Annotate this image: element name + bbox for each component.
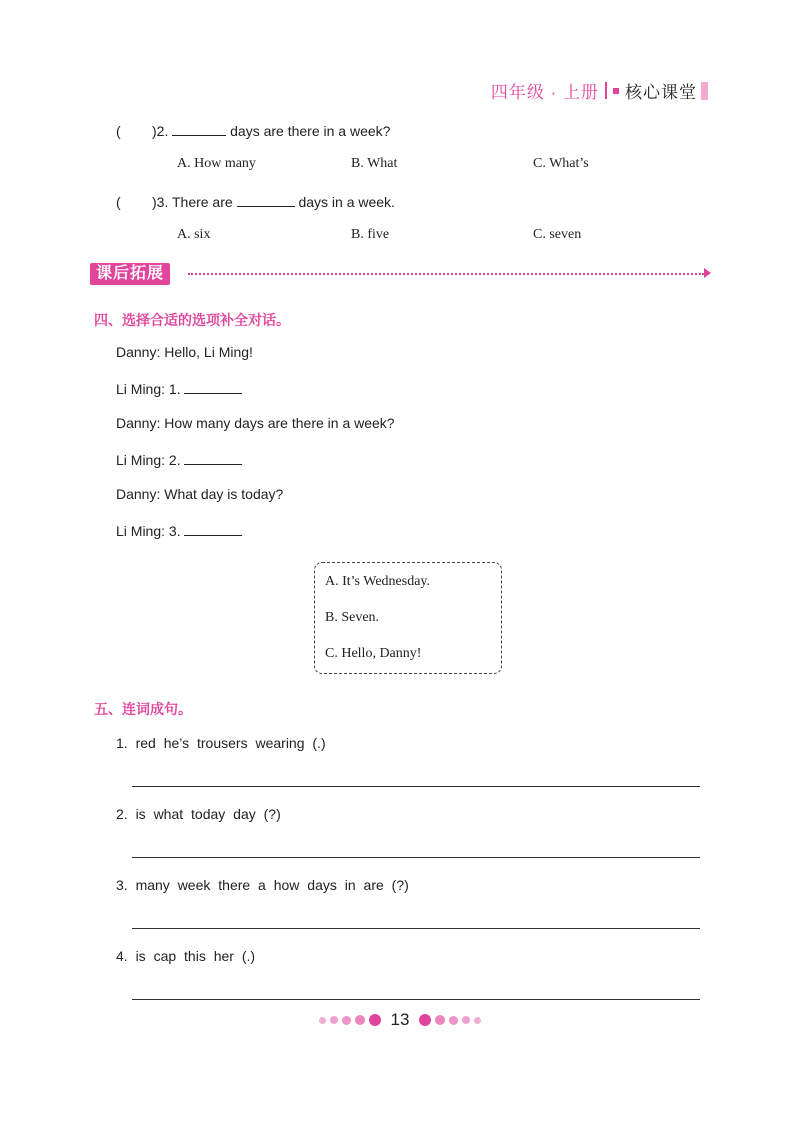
answer-blank[interactable] xyxy=(184,521,242,536)
question-3 xyxy=(116,192,395,210)
dialogue-speaker: Li Ming: 3. xyxy=(116,523,181,539)
page-footer xyxy=(0,1010,800,1030)
answer-line-3[interactable] xyxy=(132,928,700,929)
answer-paren: ( xyxy=(116,123,121,139)
option-c: C. Hello, Danny! xyxy=(325,646,422,661)
section-4-title: 四、选择合适的选项补全对话。 xyxy=(94,312,290,328)
arrow-right-icon xyxy=(704,268,711,278)
question-number: )3. There are xyxy=(152,194,233,210)
banner-dotted-line xyxy=(188,273,704,275)
dialogue-line xyxy=(116,521,242,539)
dialogue-line: Danny: How many days are there in a week? xyxy=(116,415,395,431)
answer-blank[interactable] xyxy=(184,379,242,394)
header-bar-decoration xyxy=(701,82,708,100)
answer-paren: ( xyxy=(116,194,121,210)
option-b: B. What xyxy=(351,156,398,171)
question-2 xyxy=(116,121,390,139)
option-c: C. What’s xyxy=(533,156,589,171)
answer-blank[interactable] xyxy=(172,121,226,136)
dialogue-line: Danny: Hello, Li Ming! xyxy=(116,344,253,360)
scrambled-sentence-1: 1. red he’s trousers wearing (.) xyxy=(116,735,326,751)
question-text: days are there in a week? xyxy=(230,123,391,139)
answer-line-4[interactable] xyxy=(132,999,700,1000)
section-banner: 课后拓展 xyxy=(90,263,170,285)
option-b: B. five xyxy=(351,227,390,242)
square-icon xyxy=(613,88,619,94)
dot-icon xyxy=(342,1016,351,1025)
dot-icon xyxy=(435,1015,445,1025)
dialogue-speaker: Li Ming: 1. xyxy=(116,381,181,397)
dot-icon xyxy=(449,1016,458,1025)
option-a: A. It’s Wednesday. xyxy=(325,574,431,589)
answer-blank[interactable] xyxy=(184,450,242,465)
page-header xyxy=(491,78,708,103)
scrambled-sentence-3: 3. many week there a how days in are (?) xyxy=(116,877,409,893)
dialogue-line xyxy=(116,379,242,397)
dot-icon xyxy=(462,1016,470,1024)
section-5-title: 五、连词成句。 xyxy=(94,701,192,717)
header-divider xyxy=(605,82,607,99)
dot-icon xyxy=(474,1017,481,1024)
option-a: A. six xyxy=(177,227,211,242)
option-a: A. How many xyxy=(177,156,256,171)
scrambled-sentence-2: 2. is what today day (?) xyxy=(116,806,281,822)
core-label: 核心课堂 xyxy=(625,83,697,102)
scrambled-sentence-4: 4. is cap this her (.) xyxy=(116,948,256,964)
answer-line-2[interactable] xyxy=(132,857,700,858)
answer-line-1[interactable] xyxy=(132,786,700,787)
option-c: C. seven xyxy=(533,227,582,242)
question-number: )2. xyxy=(152,123,169,139)
dialogue-line xyxy=(116,450,242,468)
page-number: 13 xyxy=(390,1010,410,1029)
answer-blank[interactable] xyxy=(237,192,295,207)
dot-icon xyxy=(369,1014,381,1026)
dot-icon xyxy=(330,1016,338,1024)
options-box xyxy=(314,562,502,674)
grade-label: 四年级 · 上册 xyxy=(490,83,599,102)
dot-icon xyxy=(319,1017,326,1024)
dot-icon xyxy=(355,1015,365,1025)
question-text: days in a week. xyxy=(298,194,395,210)
dot-icon xyxy=(419,1014,431,1026)
dialogue-line: Danny: What day is today? xyxy=(116,486,284,502)
option-b: B. Seven. xyxy=(325,610,380,625)
dialogue-speaker: Li Ming: 2. xyxy=(116,452,181,468)
